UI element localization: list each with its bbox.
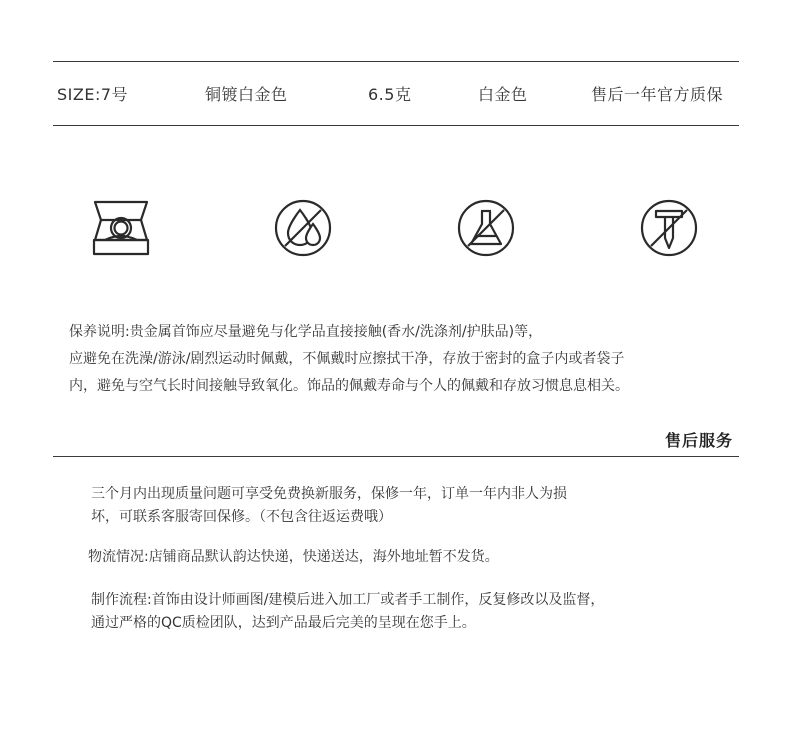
warranty-line: 坏，可联系客服寄回保修。（不包含往返运费哦） xyxy=(91,509,392,525)
production-line: 制作流程:首饰由设计师画图/建模后进入加工厂或者手工制作，反复修改以及监督， xyxy=(91,592,605,608)
spec-top-divider xyxy=(53,61,739,62)
no-chemicals-icon xyxy=(456,198,516,258)
spec-size: SIZE:7号 xyxy=(57,85,129,104)
care-line: 保养说明:贵金属首饰应尽量避免与化学品直接接触(香水/洗涤剂/护肤品)等， xyxy=(69,324,543,340)
care-instructions xyxy=(69,319,629,400)
production-text xyxy=(91,589,604,635)
spec-weight: 6.5克 xyxy=(368,85,412,104)
no-water-icon xyxy=(273,198,333,258)
service-divider xyxy=(53,456,739,457)
ring-box-icon xyxy=(91,198,151,258)
service-title: 售后服务 xyxy=(664,431,733,450)
no-nail-icon xyxy=(639,198,699,258)
care-line: 应避免在洗澡/游泳/剧烈运动时佩戴，不佩戴时应擦拭干净，存放于密封的盒子内或者袋子 xyxy=(69,351,625,367)
spec-color: 白金色 xyxy=(478,85,528,104)
care-line: 内，避免与空气长时间接触导致氧化。饰品的佩戴寿命与个人的佩戴和存放习惯息息相关。 xyxy=(69,378,629,394)
production-line: 通过严格的QC质检团队，达到产品最后完美的呈现在您手上。 xyxy=(91,615,476,631)
shipping-line: 物流情况:店铺商品默认韵达快递，快递送达，海外地址暂不发货。 xyxy=(88,549,499,565)
spec-bottom-divider xyxy=(53,125,739,126)
warranty-line: 三个月内出现质量问题可享受免费换新服务，保修一年，订单一年内非人为损 xyxy=(91,486,567,502)
shipping-text xyxy=(88,546,499,569)
spec-material: 铜镀白金色 xyxy=(205,85,288,104)
spec-warranty: 售后一年官方质保 xyxy=(591,85,724,104)
warranty-text xyxy=(91,483,567,529)
